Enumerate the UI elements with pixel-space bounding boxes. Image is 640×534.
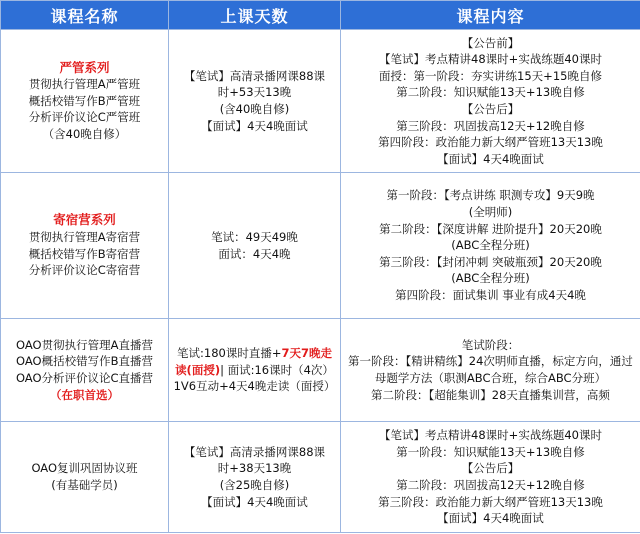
- course-name-cell: [1, 319, 169, 422]
- days-line: 时+38天13晚: [217, 461, 292, 476]
- table-row: [1, 319, 640, 422]
- content-line: 【公告前】: [461, 35, 520, 50]
- course-line: OAO复训巩固协议班: [31, 461, 138, 476]
- content-line: 【面试】4天4晚面试: [437, 511, 544, 526]
- content-line: 第二阶段：巩固拔高12天+12晚自修: [396, 478, 585, 492]
- days-line: 【笔试】高清录播网课88课: [183, 444, 326, 459]
- content-line: (ABC全程分班): [451, 238, 530, 253]
- content-line: 第四阶段：面试集训 事业有成4天4晚: [395, 287, 586, 302]
- series-title: 寄宿营系列: [53, 212, 116, 228]
- days-text: | 面试:16课时（4次）1V6互动+4天4晚走读（面授）: [173, 362, 336, 394]
- course-line: 贯彻执行管理A严管班: [28, 77, 141, 92]
- course-line: (有基础学员): [51, 478, 118, 492]
- series-title: 严管系列: [59, 59, 110, 75]
- content-line: 第二阶段：【深度讲解 进阶提升】20天20晚: [379, 221, 602, 236]
- course-line: 分析评价议论C寄宿营: [28, 263, 141, 278]
- header-course-name: 课程名称: [1, 1, 169, 30]
- course-line: （含40晚自修）: [42, 126, 127, 141]
- class-days-cell: [169, 173, 341, 319]
- course-line: 贯彻执行管理A寄宿营: [28, 229, 141, 244]
- course-content-cell: [341, 319, 640, 422]
- course-line: OAO概括校错写作B直播营: [16, 354, 153, 369]
- course-content-cell: [341, 173, 640, 319]
- content-line: 【公告后】: [461, 102, 520, 116]
- days-line: 面试：4天4晚: [218, 246, 291, 261]
- content-line: 第一阶段：【考点讲练 职测专攻】9天9晚: [386, 188, 595, 203]
- content-line: 第三阶段：政治能力新大纲严管班13天13晚: [378, 494, 603, 509]
- content-line: 第一阶段：知识赋能13天+13晚自修: [396, 444, 585, 459]
- days-line: 时+53天13晚: [217, 85, 292, 100]
- content-line: (ABC全程分班): [451, 271, 530, 286]
- course-note: （在职首选）: [50, 387, 119, 402]
- content-line: 【公告后】: [461, 461, 520, 476]
- days-line: 【面试】4天4晚面试: [201, 118, 308, 133]
- days-line: (含40晚自修): [219, 102, 290, 116]
- days-line: 【面试】4天4晚面试: [201, 494, 308, 509]
- days-line: 【笔试】高清录播网课88课: [183, 68, 326, 83]
- course-name-cell: [1, 422, 169, 533]
- class-days-cell: [169, 422, 341, 533]
- class-days-cell: [169, 319, 341, 422]
- days-line: (含25晚自修): [219, 478, 290, 492]
- course-name-cell: [1, 173, 169, 319]
- content-line: 第一阶段：【精讲精练】24次明师直播，标定方向，通过母题学方法（职测ABC合班，综合ABC分班）: [348, 354, 633, 385]
- course-content-cell: [341, 30, 640, 173]
- header-class-days: 上课天数: [169, 1, 341, 30]
- course-content-cell: [341, 422, 640, 533]
- course-line: OAO分析评价议论C直播营: [15, 371, 154, 385]
- content-line: 第四阶段：政治能力新大纲严管班13天13晚: [378, 135, 603, 150]
- content-line: 第三阶段：巩固拔高12天+12晚自修: [396, 118, 585, 133]
- content-line: (全明师): [468, 205, 513, 220]
- content-line: 第二阶段：【超能集训】28天直播集训营，高频: [371, 387, 610, 402]
- class-days-cell: [169, 30, 341, 173]
- course-line: OAO贯彻执行管理A直播营: [16, 337, 153, 352]
- course-line: 概括校错写作B严管班: [28, 93, 141, 108]
- table-row: [1, 30, 640, 173]
- content-line: 【笔试】考点精讲48课时+实战练题40课时: [379, 428, 602, 443]
- content-line: 笔试阶段：: [461, 337, 520, 352]
- days-line: 笔试：49天49晚: [211, 229, 298, 244]
- table-header-row: [1, 1, 640, 30]
- course-line: 概括校错写作B寄宿营: [28, 246, 141, 261]
- table-row: [1, 422, 640, 533]
- content-line: 【面试】4天4晚面试: [437, 151, 544, 166]
- header-course-content: 课程内容: [341, 1, 640, 30]
- content-line: 【笔试】考点精讲48课时+实战练题40课时: [379, 52, 602, 67]
- table-row: [1, 173, 640, 319]
- course-line: 分析评价议论C严管班: [28, 110, 141, 125]
- content-line: 第二阶段：知识赋能13天+13晚自修: [396, 85, 585, 100]
- content-line: 面授：第一阶段：夯实讲练15天+15晚自修: [379, 68, 602, 83]
- course-name-cell: [1, 30, 169, 173]
- content-line: 第三阶段：【封闭冲刺 突破瓶颈】20天20晚: [379, 254, 602, 269]
- days-highlight: 7天7晚走读(面授): [175, 346, 332, 377]
- days-text: 笔试:180课时直播+: [177, 346, 282, 361]
